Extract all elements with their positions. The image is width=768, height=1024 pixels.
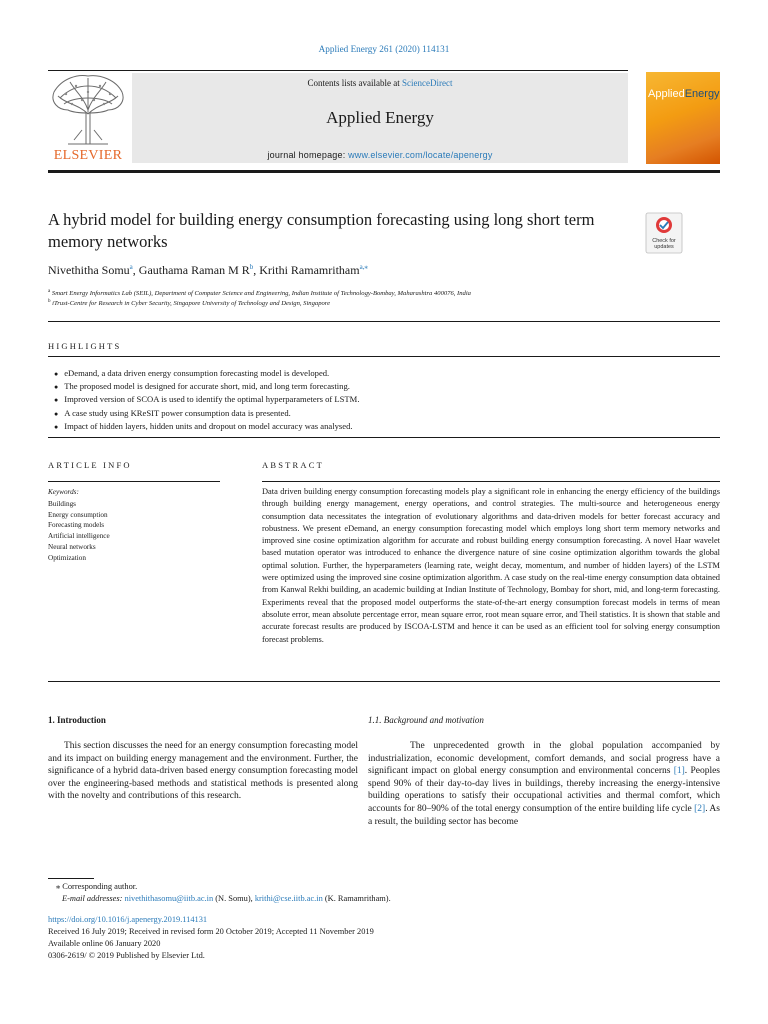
author-name[interactable]: Krithi Ramamritham [259, 263, 360, 277]
doi-link[interactable]: https://doi.org/10.1016/j.apenergy.2019.114131 [48, 915, 208, 924]
email-addresses [62, 894, 391, 903]
email-link[interactable]: krithi@cse.iitb.ac.in [254, 894, 323, 903]
article-title: A hybrid model for building energy consumption forecasting using long short term memory networks [48, 210, 595, 251]
cover-title-a: Applied [648, 88, 685, 100]
header-rule-bottom [48, 170, 720, 173]
affiliation-a [48, 289, 720, 297]
header-rule-top [48, 70, 628, 71]
article-info-heading: ARTICLE INFO [48, 460, 132, 470]
crossmark-label-2: updates [654, 244, 674, 250]
author-affiliation-mark[interactable]: b [249, 263, 254, 271]
highlight-item: ● Impact of hidden layers, hidden units and dropout on model accuracy was analysed. [48, 420, 720, 433]
email-label: E-mail addresses: [62, 894, 125, 903]
contents-prefix: Contents lists available at [307, 78, 402, 88]
keyword: Forecasting models [48, 521, 105, 530]
elsevier-wordmark: ELSEVIER [53, 148, 123, 163]
reference-link[interactable]: [2] [694, 803, 706, 814]
journal-citation-link[interactable]: Applied Energy 261 (2020) 114131 [318, 44, 450, 54]
divider [48, 481, 220, 482]
reference-link[interactable]: [1] [673, 766, 685, 777]
crossmark-label-1: Check for [652, 238, 676, 244]
author-name[interactable]: Gauthama Raman M R [138, 263, 250, 277]
author-separator: , [132, 263, 139, 277]
introduction-paragraph: This section discusses the need for an energy consumption forecasting model and its impact on building energy management and the environment. Further, the significance of a hybrid data-driven based energy consumption forecasting model over the engineering-based methods and statistical methods is presented along with the novelty and contributions of this research. [48, 741, 358, 802]
section-heading-introduction: 1. Introduction [48, 715, 106, 725]
author-list [48, 263, 648, 278]
affiliation-b [48, 299, 720, 307]
keyword: Buildings [48, 500, 76, 508]
email-owner: (K. Ramamritham). [322, 894, 391, 903]
highlight-item: ● eDemand, a data driven energy consumption forecasting model is developed. [48, 367, 720, 380]
abstract-text: Data driven building energy consumption forecasting models play a significant role in enhancing the energy efficiency of the buildings through building energy management, energy operations, and control strategies. The multi-source and heterogeneous energy consumption data necessitates the integration of evolutionary algorithms and data-driven models for better forecast accuracy and robustness. We present eDemand, an energy consumption forecasting model which employs long short term memory networks and improved sine cosine optimization algorithm for accurate and robust building energy consumption forecasting. A novel Haar wavelet based mutation operator was introduced to enhance the divergence nature of sine cosine optimization algorithm towards the global optimal solution. Further, the hyperparameters (learning rate, weight decay, momentum, and number of hidden layers) of the LSTM were optimized using the improved sine cosine optimization algorithm. A case study on the real-time energy consumption data obtained from Kanwal Rekhi building, an academic building at Indian Institute of Technology, Bombay for short, mid, and long-term forecasting. Experiments reveal that the proposed model outperforms the state-of-the-art energy consumption forecast models in terms of mean absolute error, mean absolute percentage error, mean square error, root mean square error, and Theil statistics. It is shown that stable and accurate forecast results are produced by ISCOA-LSTM and hence it can be used as an efficient tool for solving energy consumption forecast problems. [262, 487, 720, 644]
affiliation-text: iTrust-Centre for Research in Cyber Security, Singapore University of Technology and Design, Singapore [52, 300, 331, 308]
divider [48, 681, 720, 682]
journal-name: Applied Energy [326, 108, 434, 127]
email-owner: (N. Somu), [213, 894, 255, 903]
keywords-label: Keywords: [48, 488, 79, 496]
affiliation-mark: b [48, 299, 51, 304]
issn-copyright: 0306-2619/ © 2019 Published by Elsevier Ltd. [48, 951, 205, 960]
highlights-list [48, 367, 720, 433]
email-link[interactable]: nivethithasomu@iitb.ac.in [124, 894, 214, 903]
highlight-item: ● A case study using KReSIT power consumption data is presented. [48, 407, 720, 420]
homepage-prefix: journal homepage: [267, 150, 349, 160]
subsection-heading-background: 1.1. Background and motivation [368, 715, 484, 725]
keywords-list [48, 499, 110, 563]
divider [48, 437, 720, 438]
highlights-heading: HIGHLIGHTS [48, 341, 122, 351]
divider [48, 356, 720, 357]
journal-cover-title [648, 88, 718, 100]
received-dates: Received 16 July 2019; Received in revised form 20 October 2019; Accepted 11 November 2019 [48, 927, 374, 936]
keyword: Artificial intelligence [48, 532, 110, 541]
corresponding-author-note: ⁎ Corresponding author. [56, 882, 138, 891]
author-affiliation-mark[interactable]: a,⁎ [359, 263, 368, 271]
background-paragraph [368, 740, 720, 828]
keyword: Energy consumption [48, 510, 108, 519]
paragraph-text: . As a result, the building sector has become [368, 803, 720, 827]
highlight-item: ● Improved version of SCOA is used to identify the optimal hyperparameters of LSTM. [48, 393, 720, 406]
footnote-rule [48, 878, 94, 879]
affiliation-text: Smart Energy Informatics Lab (SEIL), Department of Computer Science and Engineering, Indian Institute of Technology-Bombay, Maharashtra 400076, India [51, 290, 471, 298]
author-separator: , [253, 263, 260, 277]
check-for-updates-button[interactable] [645, 212, 683, 254]
highlight-item: ● The proposed model is designed for accurate short, mid, and long term forecasting. [48, 380, 720, 393]
keyword: Neural networks [48, 542, 96, 551]
cover-title-b: Energy [684, 88, 720, 100]
journal-homepage-link[interactable]: www.elsevier.com/locate/apenergy [348, 150, 493, 160]
author-name[interactable]: Nivethitha Somu [48, 263, 130, 277]
keyword: Optimization [48, 553, 86, 562]
available-online-date: Available online 06 January 2020 [48, 939, 161, 948]
journal-cover-image[interactable] [646, 72, 720, 164]
divider [262, 481, 720, 482]
affiliation-mark: a [48, 289, 51, 294]
journal-homepage-line [132, 150, 628, 160]
contents-line [132, 78, 628, 88]
abstract-heading: ABSTRACT [262, 460, 324, 470]
author-affiliation-mark[interactable]: a [129, 263, 133, 271]
paragraph-text: The unprecedented growth in the global population accompanied by industrialization, economic development, comfort demands, and social progress have a significant impact on global energy consumption and environmental concerns [368, 741, 720, 777]
sciencedirect-link[interactable]: ScienceDirect [402, 78, 453, 88]
divider [48, 321, 720, 322]
paragraph-text: . Peoples spend 90% of their day-to-day lives in buildings, thereby increasing the energy-intensive building operations to satisfy their occupational activities and thermal comfort, which accounts for 80–90% of the total energy consumption of the entire building life cycle [368, 766, 720, 814]
